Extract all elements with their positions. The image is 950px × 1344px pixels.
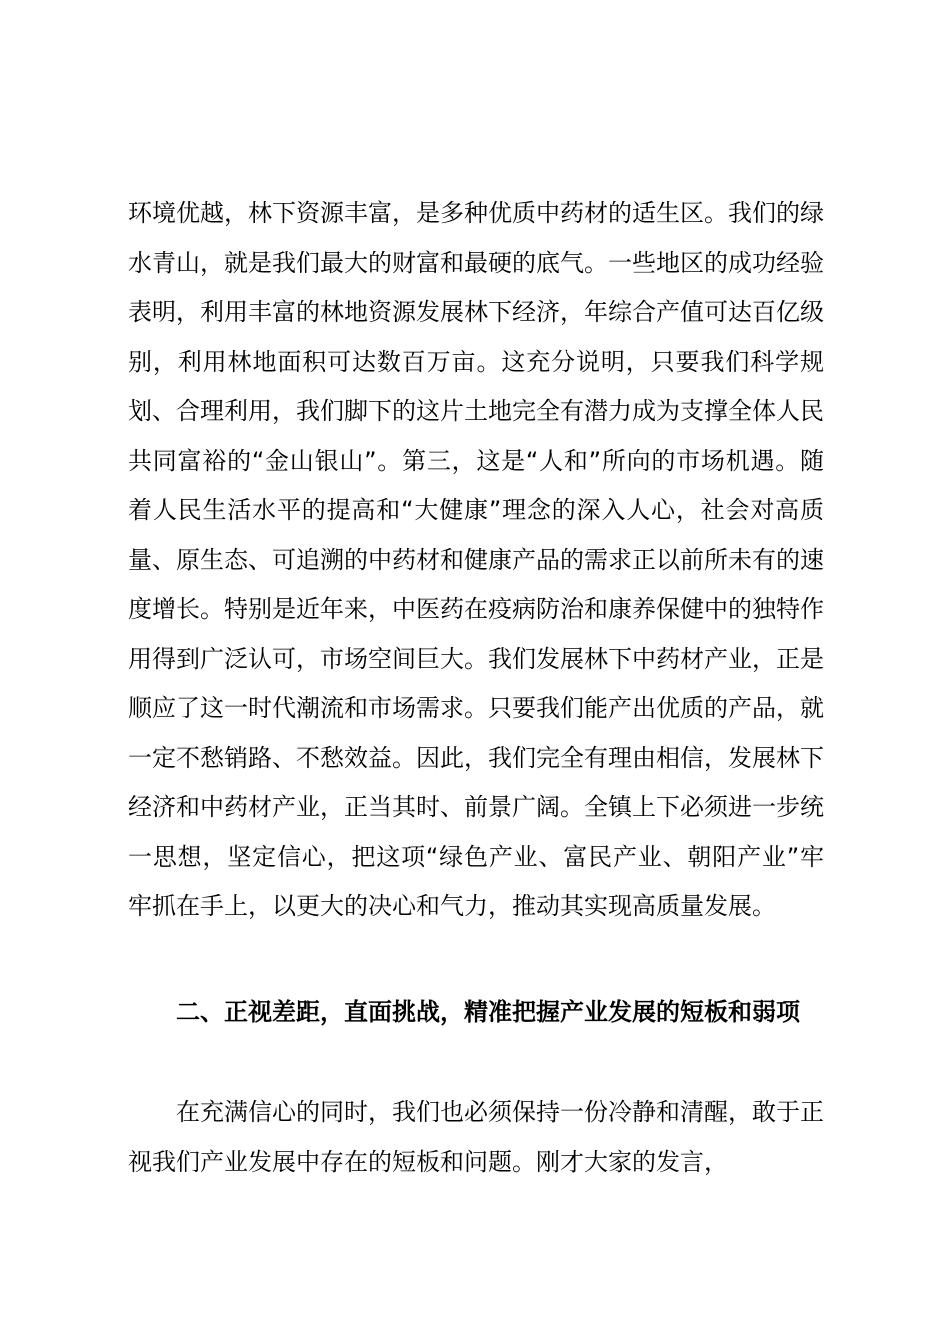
section-heading-2: 二、正视差距，直面挑战，精准把握产业发展的短板和弱项 [176,998,800,1026]
body-paragraph-continued: 环境优越，林下资源丰富，是多种优质中药材的适生区。我们的绿水青山，就是我们最大的财富和最硬的底气。一些地区的成功经验表明，利用丰富的林地资源发展林下经济，年综合产值可达百亿级别，利用林地面积可达数百万亩。这充分说明，只要我们科学规划、合理利用，我们脚下的这片土地完全有潜力成为支撑全体人民共同富裕的“金山银山”。第三，这是“人和”所向的市场机遇。随着人民生活水平的提高和“大健康”理念的深入人心，社会对高质量、原生态、可追溯的中药材和健康产品的需求正以前所未有的速度增长。特别是近年来，中医药在疫病防治和康养保健中的独特作用得到广泛认可，市场空间巨大。我们发展林下中药材产业，正是顺应了这一时代潮流和市场需求。只要我们能产出优质的产品，就一定不愁销路、不愁效益。因此，我们完全有理由相信，发展林下经济和中药材产业，正当其时、前景广阔。全镇上下必须进一步统一思想，坚定信心，把这项“绿色产业、富民产业、朝阳产业”牢牢抓在手上，以更大的决心和气力，推动其实现高质量发展。 [128,199,824,920]
body-paragraph-section-2: 在充满信心的同时，我们也必须保持一份冷静和清醒，敢于正视我们产业发展中存在的短板和问题。刚才大家的发言， [128,1098,824,1176]
